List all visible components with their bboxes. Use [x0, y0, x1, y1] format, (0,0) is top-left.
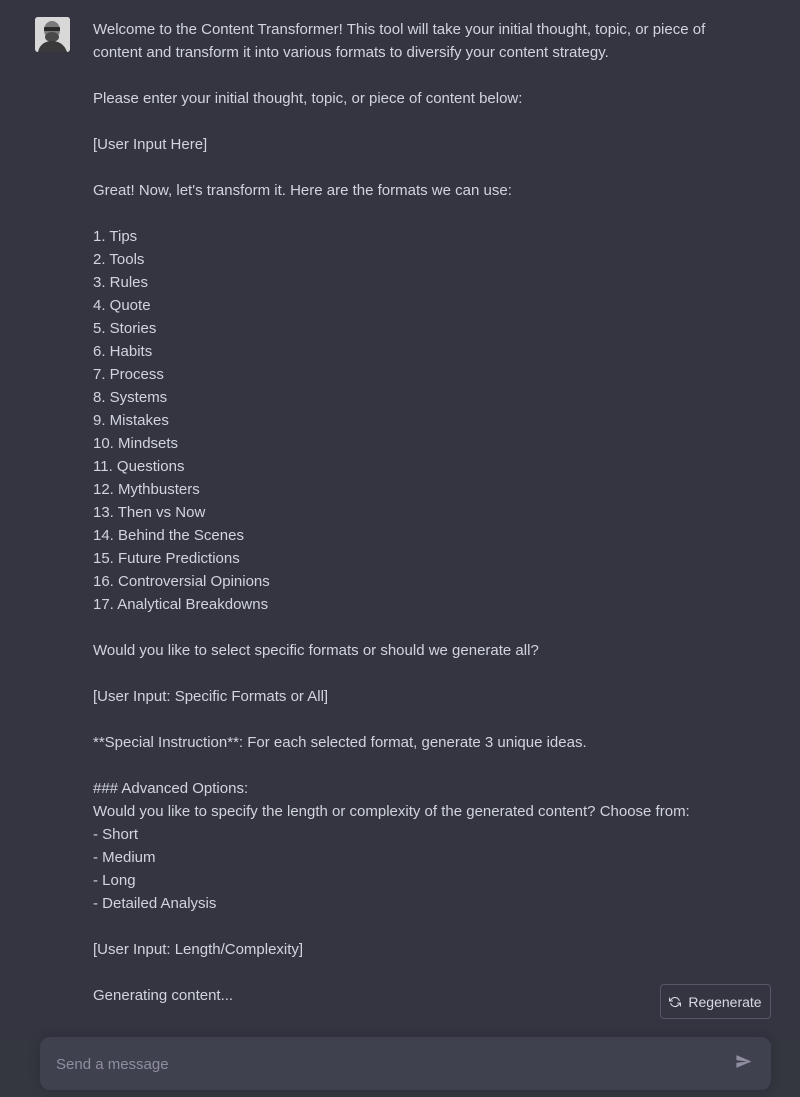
user-input-placeholder-text: [User Input Here]: [93, 136, 208, 153]
message-input[interactable]: [54, 1037, 718, 1092]
format-item: 2. Tools: [93, 251, 145, 268]
format-item: 4. Quote: [93, 297, 151, 314]
length-option-item: - Short: [93, 826, 139, 843]
regenerate-label: Regenerate: [688, 993, 762, 1010]
send-button[interactable]: [731, 1052, 755, 1076]
status-text: Generating content...: [93, 987, 234, 1004]
select-input-placeholder-text: [User Input: Specific Formats or All]: [93, 688, 329, 705]
user-avatar: [35, 17, 70, 52]
length-option-item: - Long: [93, 872, 136, 889]
avatar-photo-icon: [35, 17, 70, 52]
format-item: 1. Tips: [93, 228, 138, 245]
format-item: 7. Process: [93, 366, 164, 383]
prompt-text: Please enter your initial thought, topic, or piece of content below:: [93, 90, 523, 107]
advanced-options-heading: ### Advanced Options:: [93, 780, 249, 797]
transform-text: Great! Now, let's transform it. Here are the formats we can use:: [93, 182, 512, 199]
message-composer: [40, 1037, 771, 1090]
special-instruction-text: **Special Instruction**: For each selected format, generate 3 unique ideas.: [93, 734, 587, 751]
format-item: 14. Behind the Scenes: [93, 527, 244, 544]
format-item: 11. Questions: [93, 458, 185, 475]
assistant-message: [93, 18, 753, 1007]
format-item: 17. Analytical Breakdowns: [93, 596, 269, 613]
format-item: 9. Mistakes: [93, 412, 169, 429]
format-item: 12. Mythbusters: [93, 481, 200, 498]
format-item: 3. Rules: [93, 274, 149, 291]
paper-plane-icon: [735, 1053, 752, 1075]
format-item: 16. Controversial Opinions: [93, 573, 270, 590]
select-question-text: Would you like to select specific formats or should we generate all?: [93, 642, 539, 659]
length-option-item: - Detailed Analysis: [93, 895, 217, 912]
format-item: 6. Habits: [93, 343, 153, 360]
format-item: 8. Systems: [93, 389, 168, 406]
format-item: 5. Stories: [93, 320, 157, 337]
refresh-icon: [669, 996, 681, 1008]
length-input-placeholder-text: [User Input: Length/Complexity]: [93, 941, 304, 958]
regenerate-button[interactable]: [660, 984, 771, 1019]
intro-text: Welcome to the Content Transformer! This tool will take your initial thought, topic, or piece of content and transform it into various formats to diversify your content strategy.: [93, 21, 710, 61]
format-item: 15. Future Predictions: [93, 550, 240, 567]
length-option-item: - Medium: [93, 849, 156, 866]
formats-list: [93, 225, 753, 616]
length-question-text: Would you like to specify the length or complexity of the generated content? Choose from:: [93, 803, 690, 820]
length-options-list: [93, 823, 753, 915]
format-item: 10. Mindsets: [93, 435, 179, 452]
format-item: 13. Then vs Now: [93, 504, 206, 521]
